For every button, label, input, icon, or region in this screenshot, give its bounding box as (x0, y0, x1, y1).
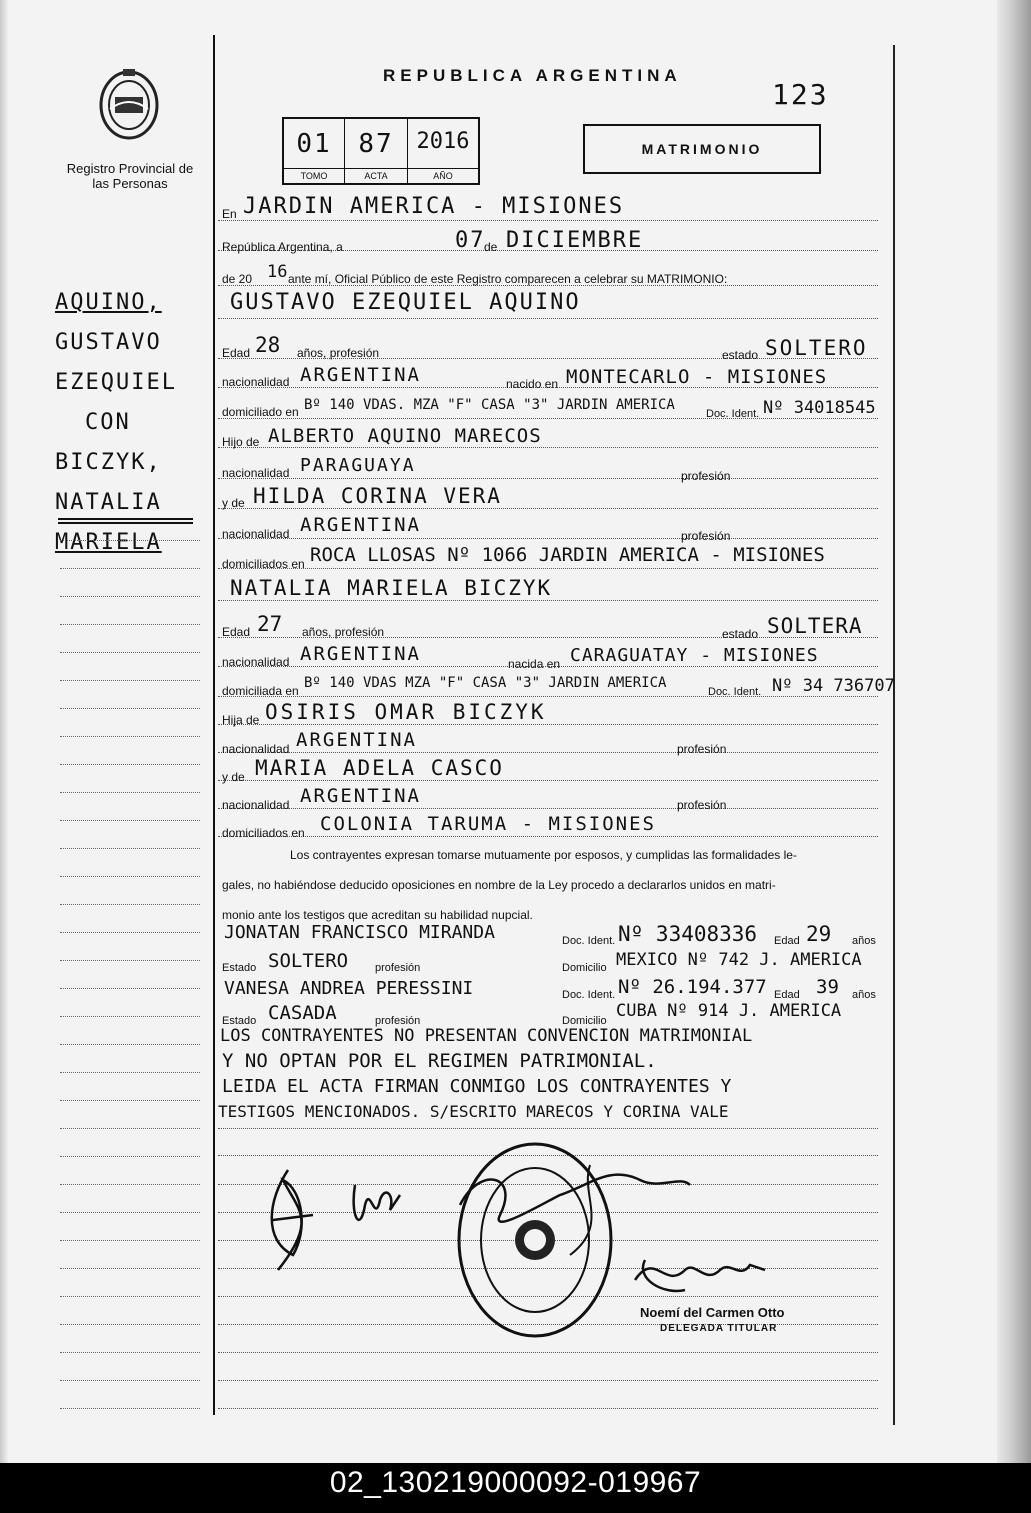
ruled-line (218, 568, 878, 569)
label: nacionalidad (222, 466, 290, 480)
margin-ruled-line (60, 1016, 200, 1017)
label: y de (222, 496, 245, 510)
label: nacionalidad (222, 798, 290, 812)
witness-2-doc: Nº 26.194.377 (618, 976, 767, 998)
official-stamp-icon (455, 1140, 615, 1340)
de-label: de (484, 240, 498, 254)
document-id: 02_130219000092-019967 (329, 1466, 702, 1499)
ruled-line (218, 808, 878, 809)
groom-mother-nacionalidad: ARGENTINA (300, 514, 421, 536)
groom-mother: HILDA CORINA VERA (253, 484, 502, 508)
margin-ruled-line (60, 1240, 200, 1241)
margin-ruled-line (60, 932, 200, 933)
label: profesión (681, 529, 731, 543)
ruled-line (218, 600, 878, 601)
note-line: LOS CONTRAYENTES NO PRESENTAN CONVENCION MATRIMONIAL (220, 1026, 753, 1046)
margin-ruled-line (60, 1100, 200, 1101)
year-suffix: 16 (267, 262, 288, 282)
groom-doc: Nº 34018545 (763, 398, 876, 418)
label: Hijo de (222, 435, 260, 449)
page-edge-left (0, 0, 8, 1463)
acta-label: ACTA (345, 168, 407, 183)
bride-mother-nacionalidad: ARGENTINA (300, 785, 421, 807)
label: profesión (681, 469, 731, 483)
label: nacionalidad (222, 742, 290, 756)
margin-line: NATALIA (55, 490, 162, 515)
ruled-line (218, 220, 878, 221)
groom-name: GUSTAVO EZEQUIEL AQUINO (230, 290, 581, 315)
margin-ruled-line (60, 848, 200, 849)
groom-father-nacionalidad: PARAGUAYA (300, 455, 416, 476)
ruled-line (218, 752, 878, 753)
margin-ruled-line (60, 1128, 200, 1129)
label: nacido en (506, 377, 559, 391)
label: estado (722, 627, 759, 641)
witness-1-estado: SOLTERO (268, 950, 349, 972)
groom-estado: SOLTERO (765, 336, 868, 360)
official-title: DELEGADA TITULAR (660, 1323, 778, 1334)
groom-nacionalidad: ARGENTINA (300, 364, 421, 386)
label: Doc. Ident. (706, 408, 760, 420)
label: domiciliados en (222, 826, 305, 840)
label: Domicilio (562, 962, 607, 974)
label: domiciliada en (222, 684, 299, 698)
bride-mother: MARIA ADELA CASCO (255, 756, 504, 780)
declaration-line: gales, no habiéndose deducido oposiciones en nombre de la Ley procedo a declararlos unidos en matri- (222, 878, 776, 892)
label: Edad (222, 625, 251, 639)
ruled-line (218, 1408, 878, 1409)
declaration-line: Los contrayentes expresan tomarse mutuamente por esposos, y cumplidas las formalidades le- (290, 848, 797, 862)
note-line: Y NO OPTAN POR EL REGIMEN PATRIMONIAL. (222, 1050, 657, 1072)
anio-cell (408, 119, 478, 183)
label: nacionalidad (222, 375, 290, 389)
label: profesión (677, 798, 727, 812)
label: nacida en (508, 657, 561, 671)
bride-doc: Nº 34 736707 (772, 676, 895, 696)
witness-2-estado: CASADA (268, 1002, 337, 1024)
official-name: Noemí del Carmen Otto (640, 1305, 785, 1320)
label: Doc. Ident. (562, 935, 616, 947)
month-value: DICIEMBRE (506, 228, 644, 253)
bride-nacionalidad: ARGENTINA (300, 643, 421, 665)
acta-cell (345, 119, 408, 183)
margin-ruled-line (60, 876, 200, 877)
label: Edad (222, 346, 251, 360)
label: Doc. Ident. (562, 989, 616, 1001)
label: años (852, 989, 876, 1001)
anio-label: AÑO (408, 168, 478, 183)
label: Doc. Ident. (708, 686, 762, 698)
margin-ruled-line (60, 1380, 200, 1381)
bride-father: OSIRIS OMAR BICZYK (265, 700, 547, 724)
margin-ruled-line (60, 1156, 200, 1157)
margin-ruled-line (60, 764, 200, 765)
margin-ruled-line (60, 568, 200, 569)
margin-line: AQUINO, (55, 290, 162, 315)
ruled-line (218, 538, 878, 539)
bride-domicilio: Bº 140 VDAS MZA "F" CASA "3" JARDIN AMERICA (304, 675, 667, 691)
margin-ruled-line (60, 540, 200, 541)
margin-ruled-line (60, 1352, 200, 1353)
record-reference-box (282, 117, 480, 185)
ruled-line (218, 318, 878, 319)
record-type-box: MATRIMONIO (583, 124, 821, 174)
label: Estado (222, 962, 257, 974)
anio-value: 2016 (416, 129, 470, 154)
margin-ruled-line (60, 1044, 200, 1045)
ruled-line (218, 836, 878, 837)
margin-ruled-line (60, 1212, 200, 1213)
acta-value: 87 (358, 129, 394, 159)
label: y de (222, 770, 245, 784)
ruled-line (218, 418, 878, 419)
note-line: TESTIGOS MENCIONADOS. S/ESCRITO MARECOS Y CORINA VALE (218, 1102, 729, 1121)
label: Estado (222, 1015, 257, 1027)
bride-parents-domicilio: COLONIA TARUMA - MISIONES (320, 813, 656, 835)
label: nacionalidad (222, 527, 290, 541)
witness-2-age: 39 (816, 976, 839, 998)
margin-ruled-line (60, 988, 200, 989)
label: profesión (375, 1015, 421, 1027)
note-line: LEIDA EL ACTA FIRMAN CONMIGO LOS CONTRAYENTES Y (222, 1076, 732, 1097)
ruled-line (218, 1352, 878, 1353)
margin-line: CON (85, 410, 131, 435)
ruled-line (218, 696, 878, 697)
margin-ruled-line (60, 736, 200, 737)
witness-1-doc: Nº 33408336 (618, 922, 758, 946)
groom-father: ALBERTO AQUINO MARECOS (268, 425, 542, 447)
ruled-line (218, 1128, 878, 1129)
margin-ruled-line (60, 680, 200, 681)
margin-underline (58, 518, 193, 520)
margin-ruled-line (60, 652, 200, 653)
page-edge-right (997, 0, 1031, 1463)
tomo-value: 01 (296, 129, 332, 159)
margin-ruled-line (60, 792, 200, 793)
place-value: JARDIN AMERICA - MISIONES (243, 194, 625, 219)
bride-father-nacionalidad: ARGENTINA (296, 729, 417, 751)
label: profesión (677, 742, 727, 756)
label: domiciliados en (222, 557, 305, 571)
ruled-line (218, 447, 878, 448)
label: Domicilio (562, 1015, 607, 1027)
tomo-label: TOMO (284, 168, 344, 183)
margin-ruled-line (60, 1268, 200, 1269)
label: Edad (774, 989, 800, 1001)
margin-ruled-line (60, 1324, 200, 1325)
margin-ruled-line (60, 960, 200, 961)
tomo-cell (284, 119, 345, 183)
signature-bride (345, 1165, 405, 1245)
label: años (852, 935, 876, 947)
ruled-line (218, 478, 878, 479)
provincial-seal-icon (90, 65, 168, 143)
margin-annotation (55, 290, 205, 570)
intro-statement: ante mí, Oficial Público de este Registro comparecen a celebrar su MATRIMONIO: (288, 272, 728, 286)
groom-domicilio: Bº 140 VDAS. MZA "F" CASA "3" JARDIN AMERICA (304, 397, 675, 413)
label: estado (722, 348, 759, 362)
margin-ruled-line (60, 624, 200, 625)
groom-age: 28 (255, 333, 281, 357)
label: Edad (774, 935, 800, 947)
label: años, profesión (297, 346, 380, 360)
margin-line: GUSTAVO (55, 330, 162, 355)
margin-underline (58, 522, 193, 524)
margin-ruled-line (60, 904, 200, 905)
signature-groom (258, 1160, 328, 1280)
bride-birthplace: CARAGUATAY - MISIONES (570, 645, 819, 666)
margin-line: MARIELA (55, 530, 162, 555)
ruled-line (218, 780, 878, 781)
groom-parents-domicilio: ROCA LLOSAS Nº 1066 JARDIN AMERICA - MISIONES (310, 544, 825, 566)
margin-ruled-line (60, 1184, 200, 1185)
ruled-line (218, 724, 878, 725)
day-value: 07 (455, 228, 486, 253)
witness-2-domicilio: CUBA Nº 914 J. AMERICA (616, 1001, 842, 1021)
margin-ruled-line (60, 1296, 200, 1297)
margin-ruled-line (60, 596, 200, 597)
institution-name: Registro Provincial de las Personas (66, 161, 194, 191)
witness-1-domicilio: MEXICO Nº 742 J. AMERICA (616, 950, 862, 970)
ruled-line (218, 508, 878, 509)
right-border-line (893, 45, 895, 1425)
en-label: En (222, 207, 237, 221)
year-prefix: de 20 (222, 272, 253, 286)
country-title: REPUBLICA ARGENTINA (383, 66, 682, 85)
margin-ruled-line (60, 708, 200, 709)
label: nacionalidad (222, 655, 290, 669)
signature-official (625, 1240, 775, 1300)
margin-ruled-line (60, 820, 200, 821)
margin-ruled-line (60, 1072, 200, 1073)
label: años, profesión (302, 625, 385, 639)
bride-estado: SOLTERA (767, 614, 863, 638)
margin-line: EZEQUIEL (55, 370, 177, 395)
margin-divider (213, 35, 215, 1415)
folio-number: 123 (772, 78, 829, 111)
margin-line: BICZYK, (55, 450, 162, 475)
groom-birthplace: MONTECARLO - MISIONES (566, 366, 828, 388)
label: Hija de (222, 713, 260, 727)
margin-ruled-line (60, 1408, 200, 1409)
witness-2-name: VANESA ANDREA PERESSINI (224, 978, 474, 999)
republica-label: República Argentina, a (222, 240, 343, 254)
declaration-line: monio ante los testigos que acreditan su habilidad nupcial. (222, 908, 533, 922)
label: profesión (375, 962, 421, 974)
ruled-line (218, 1380, 878, 1381)
witness-1-name: JONATAN FRANCISCO MIRANDA (224, 922, 495, 943)
bride-name: NATALIA MARIELA BICZYK (230, 576, 553, 600)
bride-age: 27 (257, 612, 283, 636)
witness-1-age: 29 (806, 922, 832, 946)
label: domiciliado en (222, 405, 299, 419)
